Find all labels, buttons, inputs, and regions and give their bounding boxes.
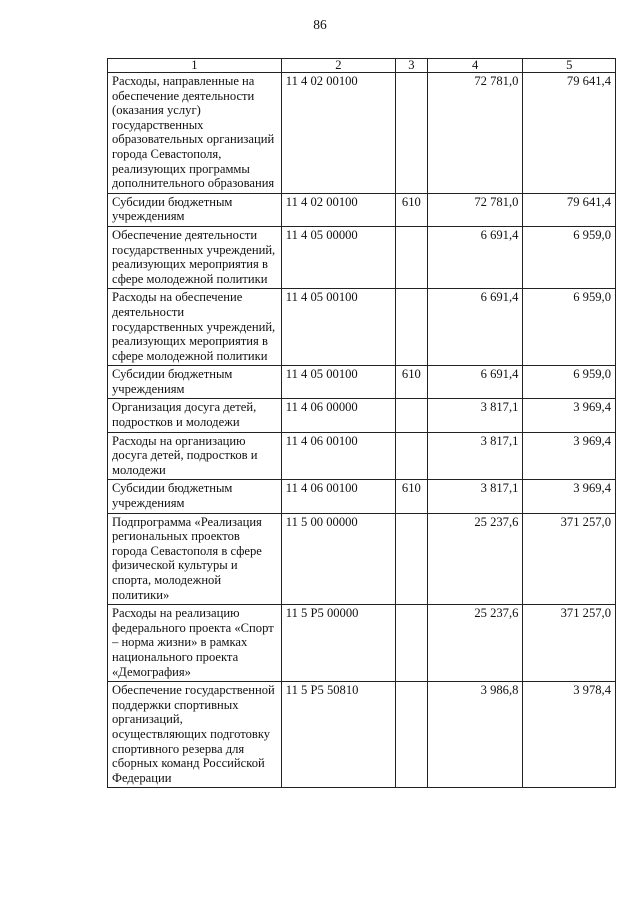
table-row	[108, 399, 616, 432]
row-value-2: 79 641,4	[523, 193, 616, 226]
row-value-1: 3 817,1	[427, 432, 523, 480]
row-type	[395, 399, 427, 432]
table-row	[108, 682, 616, 788]
table-row	[108, 432, 616, 480]
row-name: Субсидии бюджетным учреждениям	[108, 480, 282, 513]
row-name: Организация досуга детей, подростков и молодежи	[108, 399, 282, 432]
row-type	[395, 73, 427, 194]
row-type: 610	[395, 193, 427, 226]
header-col-3: 3	[395, 59, 427, 73]
table-row	[108, 605, 616, 682]
row-value-2: 3 969,4	[523, 399, 616, 432]
row-type	[395, 226, 427, 288]
row-value-1: 3 986,8	[427, 682, 523, 788]
row-name: Расходы на организацию досуга детей, подростков и молодежи	[108, 432, 282, 480]
row-code: 11 5 P5 50810	[281, 682, 395, 788]
row-code: 11 4 06 00000	[281, 399, 395, 432]
row-value-2: 3 969,4	[523, 432, 616, 480]
row-type	[395, 513, 427, 605]
row-value-1: 72 781,0	[427, 193, 523, 226]
row-type	[395, 432, 427, 480]
row-code: 11 4 02 00100	[281, 193, 395, 226]
row-value-1: 6 691,4	[427, 289, 523, 366]
row-type	[395, 605, 427, 682]
row-value-1: 6 691,4	[427, 226, 523, 288]
table-row	[108, 73, 616, 194]
table-row	[108, 366, 616, 399]
row-name: Расходы, направленные на обеспечение деятельности (оказания услуг) государственных образовательных организаций города Севастополя, реализующих программы дополнительного образования	[108, 73, 282, 194]
row-code: 11 4 05 00000	[281, 226, 395, 288]
row-name: Расходы на обеспечение деятельности государственных учреждений, реализующих мероприятия в сфере молодежной политики	[108, 289, 282, 366]
row-value-2: 371 257,0	[523, 513, 616, 605]
header-col-5: 5	[523, 59, 616, 73]
header-row	[108, 59, 616, 73]
row-type: 610	[395, 366, 427, 399]
row-value-1: 6 691,4	[427, 366, 523, 399]
table-row	[108, 289, 616, 366]
row-code: 11 5 00 00000	[281, 513, 395, 605]
budget-table	[107, 58, 616, 788]
row-value-1: 25 237,6	[427, 605, 523, 682]
table-row	[108, 226, 616, 288]
row-name: Расходы на реализацию федерального проекта «Спорт – норма жизни» в рамках национального проекта «Демография»	[108, 605, 282, 682]
row-name: Подпрограмма «Реализация региональных проектов города Севастополя в сфере физической культуры и спорта, молодежной политики»	[108, 513, 282, 605]
header-col-1: 1	[108, 59, 282, 73]
row-value-2: 3 978,4	[523, 682, 616, 788]
row-value-2: 6 959,0	[523, 289, 616, 366]
row-code: 11 4 05 00100	[281, 366, 395, 399]
row-type: 610	[395, 480, 427, 513]
table-row	[108, 193, 616, 226]
row-value-2: 6 959,0	[523, 366, 616, 399]
row-type	[395, 682, 427, 788]
row-value-2: 371 257,0	[523, 605, 616, 682]
row-value-1: 72 781,0	[427, 73, 523, 194]
row-type	[395, 289, 427, 366]
row-name: Обеспечение государственной поддержки спортивных организаций, осуществляющих подготовку спортивного резерва для сборных команд Российской Федерации	[108, 682, 282, 788]
row-value-1: 3 817,1	[427, 399, 523, 432]
row-code: 11 4 05 00100	[281, 289, 395, 366]
row-value-2: 6 959,0	[523, 226, 616, 288]
row-value-2: 3 969,4	[523, 480, 616, 513]
row-code: 11 4 02 00100	[281, 73, 395, 194]
row-code: 11 4 06 00100	[281, 480, 395, 513]
header-col-2: 2	[281, 59, 395, 73]
table-row	[108, 513, 616, 605]
row-name: Субсидии бюджетным учреждениям	[108, 366, 282, 399]
row-value-1: 25 237,6	[427, 513, 523, 605]
row-code: 11 4 06 00100	[281, 432, 395, 480]
table-row	[108, 480, 616, 513]
row-code: 11 5 P5 00000	[281, 605, 395, 682]
header-col-4: 4	[427, 59, 523, 73]
row-name: Обеспечение деятельности государственных учреждений, реализующих мероприятия в сфере молодежной политики	[108, 226, 282, 288]
page-number: 86	[313, 17, 327, 32]
row-name: Субсидии бюджетным учреждениям	[108, 193, 282, 226]
row-value-2: 79 641,4	[523, 73, 616, 194]
row-value-1: 3 817,1	[427, 480, 523, 513]
